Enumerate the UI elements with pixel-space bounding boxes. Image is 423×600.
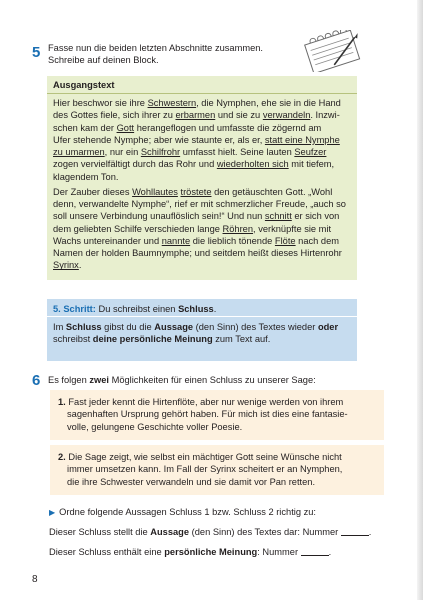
writing-pad-icon bbox=[300, 30, 370, 72]
source-paragraph-1-line-6 bbox=[53, 158, 351, 170]
source-paragraph-1-line-5-run-4: umfasst hielt. Seine lauten bbox=[180, 147, 295, 158]
option-2-text-line-3: die ihre Schwester verwandeln und sie damit vor Pan retten. bbox=[67, 476, 316, 487]
source-paragraph-1-line-1-run-3: , die Nymphen, ehe sie in die Hand bbox=[196, 98, 341, 108]
source-paragraph-1 bbox=[47, 94, 357, 183]
step-5-body-line-1-run-1: Im bbox=[53, 322, 66, 332]
source-paragraph-2-line-1 bbox=[53, 186, 351, 198]
step-5-body-line-2-run-3: zum Text auf. bbox=[212, 334, 271, 345]
source-paragraph-1-line-7-run-1: klagendem Ton. bbox=[53, 171, 119, 182]
source-paragraph-1-line-4-run-1: Ufer stehende Nymphe; aber wie staunte er, als er, bbox=[53, 134, 265, 145]
source-paragraph-2-line-2 bbox=[53, 198, 351, 210]
conclusion-option-2 bbox=[50, 445, 384, 495]
source-paragraph-1-line-3-run-1: schen kam der bbox=[53, 122, 117, 133]
source-paragraph-2-line-7-run-1: Syrinx bbox=[53, 260, 79, 271]
source-paragraph-2-line-3-run-3: er sich von bbox=[291, 211, 340, 222]
step-5-body-line-1-run-6: oder bbox=[317, 322, 339, 332]
option-2-text-line-2: immer umsetzen kann. Im Fall der Syrinx scheitert er an Nymphen, bbox=[67, 464, 343, 475]
task-6-instruction-run-1: Es folgen bbox=[48, 375, 90, 385]
source-paragraph-1-line-7 bbox=[53, 171, 351, 183]
statement-1-end: . bbox=[368, 527, 372, 537]
option-1-text-line-2: sagenhaften Ursprung gehört haben. Für mich ist dies eine fantasie- bbox=[67, 409, 348, 420]
source-paragraph-2-line-5-run-2: nannte bbox=[161, 235, 191, 246]
step-5-body-line-1-run-5: (den Sinn) des Textes wieder bbox=[193, 322, 318, 332]
step-5-heading-end: . bbox=[213, 304, 217, 314]
source-paragraph-1-line-2 bbox=[53, 109, 351, 121]
source-paragraph-1-line-2-run-4: verwandeln bbox=[262, 110, 311, 121]
source-paragraph-2-line-7-run-2: . bbox=[78, 260, 82, 271]
statement-2-text-run-3: : Nummer bbox=[257, 547, 301, 557]
option-2-line-1 bbox=[58, 451, 376, 463]
source-paragraph-1-line-4 bbox=[53, 134, 351, 146]
source-paragraph-1-line-2-run-2: erbarmen bbox=[175, 110, 216, 121]
source-paragraph-1-line-3 bbox=[53, 122, 351, 134]
source-paragraph-2-line-3 bbox=[53, 210, 351, 222]
source-paragraph-2-line-1-run-4: tröstete bbox=[180, 186, 212, 197]
source-paragraph-2-line-1-run-2: Wohllautes bbox=[132, 186, 178, 197]
statement-1-text-run-2: Aussage bbox=[150, 527, 190, 537]
task-5-instruction bbox=[48, 42, 263, 67]
conclusion-option-1 bbox=[50, 390, 384, 440]
task-number-6: 6 bbox=[32, 372, 41, 389]
task-5-instruction-line-1: Fasse nun die beiden letzten Abschnitte zusammen. bbox=[48, 43, 263, 53]
statement-2-end: . bbox=[328, 547, 332, 557]
source-paragraph-2-line-6 bbox=[53, 247, 351, 259]
step-5-label: 5. Schritt: bbox=[53, 304, 96, 314]
step-5-heading-keyword: Schluss bbox=[178, 304, 214, 314]
source-paragraph-2-line-1-run-5: den getäuschten Gott. „Wohl bbox=[211, 186, 333, 197]
option-2-number: 2. bbox=[58, 452, 66, 462]
answer-blank-2[interactable] bbox=[301, 546, 329, 556]
source-paragraph-2-line-7 bbox=[53, 259, 351, 271]
task-5-instruction-line-2: Schreibe auf deinen Block. bbox=[48, 55, 159, 66]
option-1-text-line-1: Fast jeder kennt die Hirtenflöte, aber nur wenige werden von ihrem bbox=[68, 397, 344, 407]
source-paragraph-1-line-1-run-1: Hier beschwor sie ihre bbox=[53, 98, 148, 108]
source-paragraph-1-line-2-run-3: und sie zu bbox=[215, 110, 263, 121]
source-paragraph-2-line-5-run-3: die lieblich tönende bbox=[190, 235, 275, 246]
source-paragraph-2-line-3-run-1: soll unsere Verbindung unauflöslich sein!“ Und nun bbox=[53, 211, 265, 222]
source-paragraph-1-line-6-run-1: zogen vervielfältigt durch das Rohr und bbox=[53, 159, 217, 170]
step-5-body-line-2 bbox=[53, 333, 351, 345]
statement-2 bbox=[49, 546, 331, 558]
task-6-instruction-run-3: Möglichkeiten für einen Schluss zu unserer Sage: bbox=[109, 375, 316, 385]
page-number: 8 bbox=[32, 574, 38, 585]
statement-2-text-run-1: Dieser Schluss enthält eine bbox=[49, 547, 165, 557]
statement-2-text-run-2: persönliche Meinung bbox=[164, 547, 258, 557]
statement-1-text bbox=[49, 527, 341, 537]
step-5-heading-text: Du schreibst einen bbox=[95, 304, 179, 314]
source-paragraph-2-line-1-run-1: Der Zauber dieses bbox=[53, 186, 133, 197]
source-paragraph-1-line-6-run-3: mit tiefem, bbox=[288, 159, 335, 170]
order-task bbox=[49, 506, 316, 519]
statement-1 bbox=[49, 526, 371, 538]
step-5-body-line-2-run-2: deine persönliche Meinung bbox=[92, 334, 213, 345]
source-paragraph-2-line-6-run-1: Namen der holden Baumnymphe; und seitdem heißt dieses Hirtenrohr bbox=[53, 248, 342, 259]
task-6-instruction-run-2: zwei bbox=[89, 375, 109, 385]
source-paragraph-1-line-5 bbox=[53, 146, 351, 158]
source-paragraph-1-line-4-run-2: statt eine Nymphe bbox=[264, 134, 340, 145]
step-5-heading bbox=[47, 299, 357, 317]
source-text-box bbox=[47, 76, 357, 280]
triangle-bullet-icon: ▶ bbox=[49, 508, 56, 517]
source-paragraph-2-line-4 bbox=[53, 223, 351, 235]
step-5-body-line-1 bbox=[53, 321, 351, 333]
statement-2-text bbox=[49, 547, 301, 557]
source-paragraph-2-line-2-run-1: denn, verwandelte Nymphe“, rief er mit schmerzlicher Freude, „auch so bbox=[53, 199, 346, 210]
page-edge-shadow bbox=[417, 0, 423, 600]
task-number-5: 5 bbox=[32, 44, 41, 61]
source-paragraph-1-line-5-run-2: , nur ein bbox=[104, 147, 141, 158]
order-task-text: Ordne folgende Aussagen Schluss 1 bzw. Schluss 2 richtig zu: bbox=[59, 507, 317, 517]
option-1-line-1 bbox=[58, 396, 376, 408]
option-1-text-line-3: volle, gelungene Geschichte voller Poesie. bbox=[67, 421, 243, 432]
source-paragraph-2-line-5-run-4: Flöte bbox=[274, 235, 296, 246]
step-5-body-line-1-run-3: gibst du die bbox=[101, 322, 155, 332]
answer-blank-1[interactable] bbox=[341, 526, 369, 536]
source-paragraph-2-line-4-run-3: , verknüpfte sie mit bbox=[253, 223, 332, 234]
source-paragraph-2-line-5 bbox=[53, 235, 351, 247]
source-paragraph-1-line-5-run-1: zu umarmen bbox=[53, 147, 105, 158]
step-5-body-line-1-run-4: Aussage bbox=[154, 322, 194, 332]
step-5-body-line-1-run-2: Schluss bbox=[65, 322, 102, 332]
source-paragraph-1-line-2-run-5: . Inzwi- bbox=[310, 110, 340, 121]
source-paragraph-1-line-2-run-1: des Gottes fiele, sich ihrer zu bbox=[53, 110, 176, 121]
option-2-text-line-1: Die Sage zeigt, wie selbst ein mächtiger Gott seine Wünsche nicht bbox=[68, 452, 342, 462]
source-paragraph-2-line-4-run-1: dem geliebten Schilfe verschieden lange bbox=[53, 223, 223, 234]
step-5-box bbox=[47, 299, 357, 361]
source-paragraph-2 bbox=[47, 183, 357, 272]
step-5-body-line-2-run-1: schreibst bbox=[53, 334, 93, 345]
source-paragraph-1-line-3-run-2: Gott bbox=[116, 122, 135, 133]
source-paragraph-2-line-5-run-1: Wachs untereinander und bbox=[53, 235, 162, 246]
source-paragraph-2-line-3-run-2: schnitt bbox=[264, 211, 292, 222]
source-paragraph-1-line-6-run-2: wiederholten sich bbox=[216, 159, 289, 170]
source-paragraph-1-line-1-run-2: Schwestern bbox=[147, 98, 197, 108]
step-5-body bbox=[47, 317, 357, 346]
source-text-heading: Ausgangstext bbox=[47, 76, 357, 94]
option-1-number: 1. bbox=[58, 397, 66, 407]
task-6-instruction bbox=[48, 374, 316, 386]
statement-1-text-run-3: (den Sinn) des Textes dar: Nummer bbox=[189, 527, 341, 537]
source-paragraph-1-line-3-run-3: herangeflogen und umfasste die zögernd am bbox=[134, 122, 322, 133]
source-paragraph-2-line-5-run-5: nach dem bbox=[295, 235, 340, 246]
source-paragraph-1-line-5-run-3: Schilfrohr bbox=[140, 147, 181, 158]
source-paragraph-1-line-1 bbox=[53, 97, 351, 109]
statement-1-text-run-1: Dieser Schluss stellt die bbox=[49, 527, 151, 537]
source-paragraph-2-line-4-run-2: Röhren bbox=[222, 223, 254, 234]
source-paragraph-1-line-5-run-5: Seufzer bbox=[294, 147, 327, 158]
